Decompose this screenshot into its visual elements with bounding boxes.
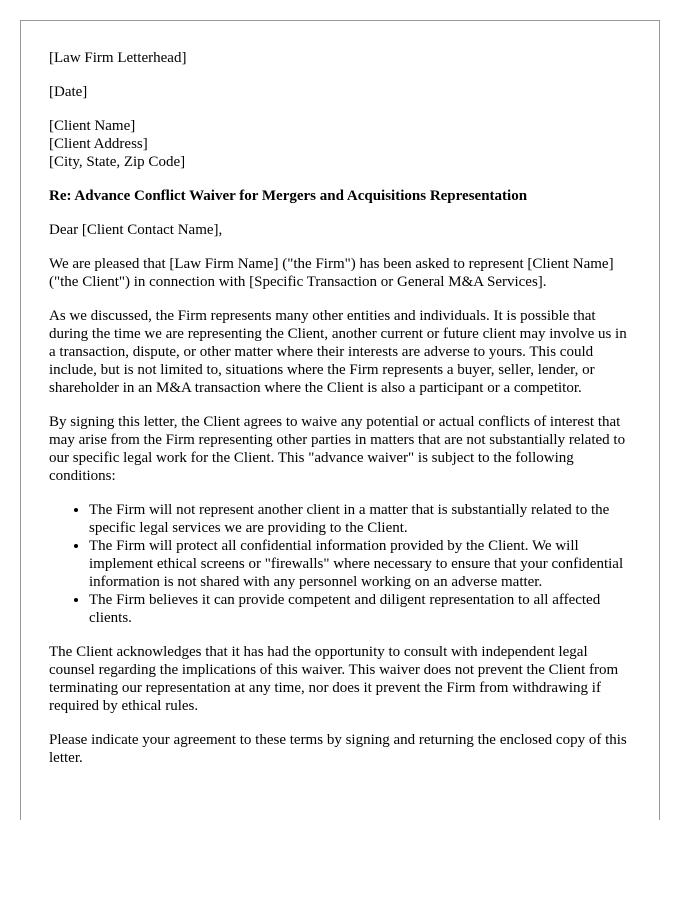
conflict-paragraph: As we discussed, the Firm represents many other entities and individuals. It is possible that during the time we are representing the Client, another current or future client may involve us in a transaction, dispute, or other matter where their interests are adverse to yours. This could include, but is not limited to, situations where the Firm represents a buyer, seller, lender, or shareholder in an M&A transaction where the Client is also a participant or a competitor. bbox=[49, 308, 627, 396]
salutation: Dear [Client Contact Name], bbox=[49, 222, 223, 238]
client-city: [City, State, Zip Code] bbox=[49, 154, 186, 170]
subject-line: Re: Advance Conflict Waiver for Mergers and Acquisitions Representation bbox=[49, 188, 528, 204]
acknowledgement-paragraph: The Client acknowledges that it has had the opportunity to consult with independent legal counsel regarding the implications of this waiver. This waiver does not prevent the Client from terminating our representation at any time, nor does it prevent the Firm from withdrawing if required by ethical rules. bbox=[49, 644, 619, 714]
list-item: • The Firm will not represent another client in a matter that is substantially related to the specific legal services we are providing to the Client. bbox=[89, 501, 637, 537]
letter-page bbox=[20, 20, 660, 820]
client-name: [Client Name] bbox=[49, 118, 136, 134]
letterhead: [Law Firm Letterhead] bbox=[49, 50, 187, 66]
list-item: • The Firm will protect all confidential information provided by the Client. We will implement ethical screens or "firewalls" where necessary to ensure that your confidential information is not shared with any personnel working on an adverse matter. bbox=[89, 537, 637, 591]
agreement-paragraph: Please indicate your agreement to these terms by signing and returning the enclosed copy of this letter. bbox=[49, 732, 627, 766]
client-address-block bbox=[49, 117, 637, 171]
intro-paragraph: We are pleased that [Law Firm Name] ("the Firm") has been asked to represent [Client Name] ("the Client") in connection with [Specific Transaction or General M&A Services]. bbox=[49, 256, 614, 290]
conditions-list bbox=[49, 501, 637, 627]
client-address: [Client Address] bbox=[49, 136, 148, 152]
letter-body bbox=[49, 49, 637, 783]
list-item: • The Firm believes it can provide competent and diligent representation to all affected clients. bbox=[89, 591, 637, 627]
waiver-paragraph: By signing this letter, the Client agrees to waive any potential or actual conflicts of interest that may arise from the Firm representing other parties in matters that are not substantially related to our specific legal work for the Client. This "advance waiver" is subject to the following conditions: bbox=[49, 414, 626, 484]
letter-date: [Date] bbox=[49, 84, 88, 100]
